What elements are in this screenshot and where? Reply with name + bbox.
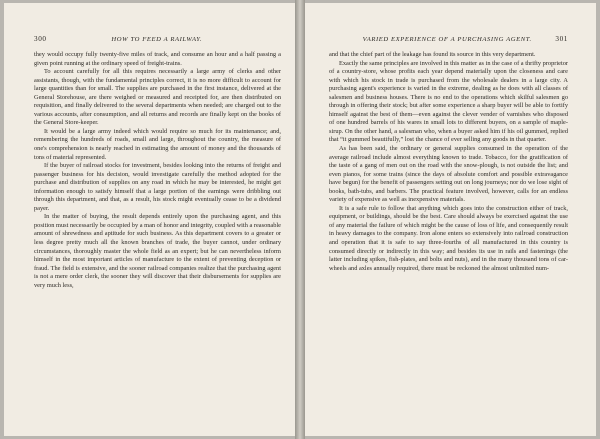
paragraph: It would be a large army indeed which would require so much for its maintenance; and, remembering the hundreds of roads, small and large, throughout the country, the measure of one's comprehension is nearly reached in estimating the amount of money and the thousands of tons of material represented. xyxy=(34,127,281,161)
paragraph: As has been said, the ordinary or general supplies consumed in the operation of the average railroad include almost everything known to trade. Tobacco, for the gratification of the taste of a gang of men out on the road with the snow-plough, is not outside the list; and even pianos, for some trains (since the days of absolute comfort and possible extravagance have begun) for the benefit of passengers setting out on long journeys; nor do we lose sight of books, bath-tubs, and barbers. The practical feature involved, however, calls for an endless variety of expensive as well as inexpensive materials. xyxy=(329,145,568,204)
paragraph: To account carefully for all this requires necessarily a large army of clerks and other assistants, though, with the fundamental principles correct, it is no more difficult to account for large quantities than for small. The supplies are purchased in the first instance, delivered at the General Storehouse, are there weighed or measured and receipted for, are then distributed on requisition, and finally delivered to the several departments when needed; are charged out to the various accounts, after consumption, and all returns and records are finally kept on the books of the General Store-keeper. xyxy=(34,68,281,127)
left-body-text xyxy=(34,51,281,290)
left-page-number: 300 xyxy=(34,35,47,43)
paragraph: they would occupy fully twenty-five miles of track, and consume an hour and a half passing a given point running at the ordinary speed of freight-trains. xyxy=(34,51,281,67)
book-gutter xyxy=(295,0,305,439)
paragraph: It is a safe rule to follow that anything which goes into the construction either of track, equipment, or buildings, should be the best. Care should always be exercised against the use of any material the failure of which might be the cause of loss of life, and consequently result in heavy damages to the company. Iron alone enters so extensively into railroad construction and operation that it is safe to say three-fourths of all manufactured in this country is consumed directly or indirectly in this way; and besides its use in rails and fastenings (the latter including spikes, fish-plates, and bolts and nuts), and in the many thousand tons of car-wheels and axles annually required, there must be reckoned the almost unlimited num- xyxy=(329,204,568,272)
left-page xyxy=(4,3,295,436)
paragraph: Exactly the same principles are involved in this matter as in the case of a thrifty proprietor of a country-store, whose profits each year depend materially upon the closeness and care with which his stock in trade is purchased from the wholesale dealers in a large city. A purchasing agent's experience is varied in the extreme, dealing as he does with all classes of salesmen and business houses. There is no end to the operations which skilful salesmen go through in offering their stock; but after some experience a sharp buyer will be able to fortify himself against the best of them—even against the clever vender of varnishes who disposed of one hundred barrels of his wares in small lots to different buyers, on a sample of maple-sirup. On the other hand, a salesman who, when a buyer asked him if his oil gummed, replied that “it gummed beautifully,” lost the chance of ever selling any goods in that quarter. xyxy=(329,59,569,144)
paragraph: and that the chief part of the leakage has found its source in this very department. xyxy=(329,51,536,58)
right-page xyxy=(305,3,596,436)
right-page-number: 301 xyxy=(555,35,568,43)
paragraph: If the buyer of railroad stocks for investment, besides looking into the returns of freight and passenger business for his decision, would investigate carefully the method adopted for the purchase and distribution of supplies on any road in which he may be interested, he might get information enough to satisfy himself that a large portion of the earnings were dribbling out through this department, and that, as a result, his stock might eventually cease to be a dividend payer. xyxy=(34,162,281,212)
right-running-title: VARIED EXPERIENCE OF A PURCHASING AGENT. xyxy=(362,36,532,43)
left-running-title: HOW TO FEED A RAILWAY. xyxy=(111,36,203,43)
left-running-head xyxy=(34,35,281,43)
paragraph: In the matter of buying, the result depends entirely upon the purchasing agent, and this position must necessarily be occupied by a man of honor and integrity, coupled with a reasonable amount of shrewdness and aptitude for such business. As this department covers to a greater or less degree pretty much all the known branches of trade, the buyer cannot, under ordinary circumstances, thoroughly master the whole field as an expert; but he can nevertheless inform himself in the most important articles of manufacture to the extent of preventing deception or fraud. The field is extensive, and the sooner railroad companies realize that the purchasing agent is not a mere order clerk, the sooner they will discover that their disbursements for supplies are very much less, xyxy=(34,213,281,289)
right-running-head xyxy=(329,35,568,43)
right-body-text xyxy=(329,51,568,273)
